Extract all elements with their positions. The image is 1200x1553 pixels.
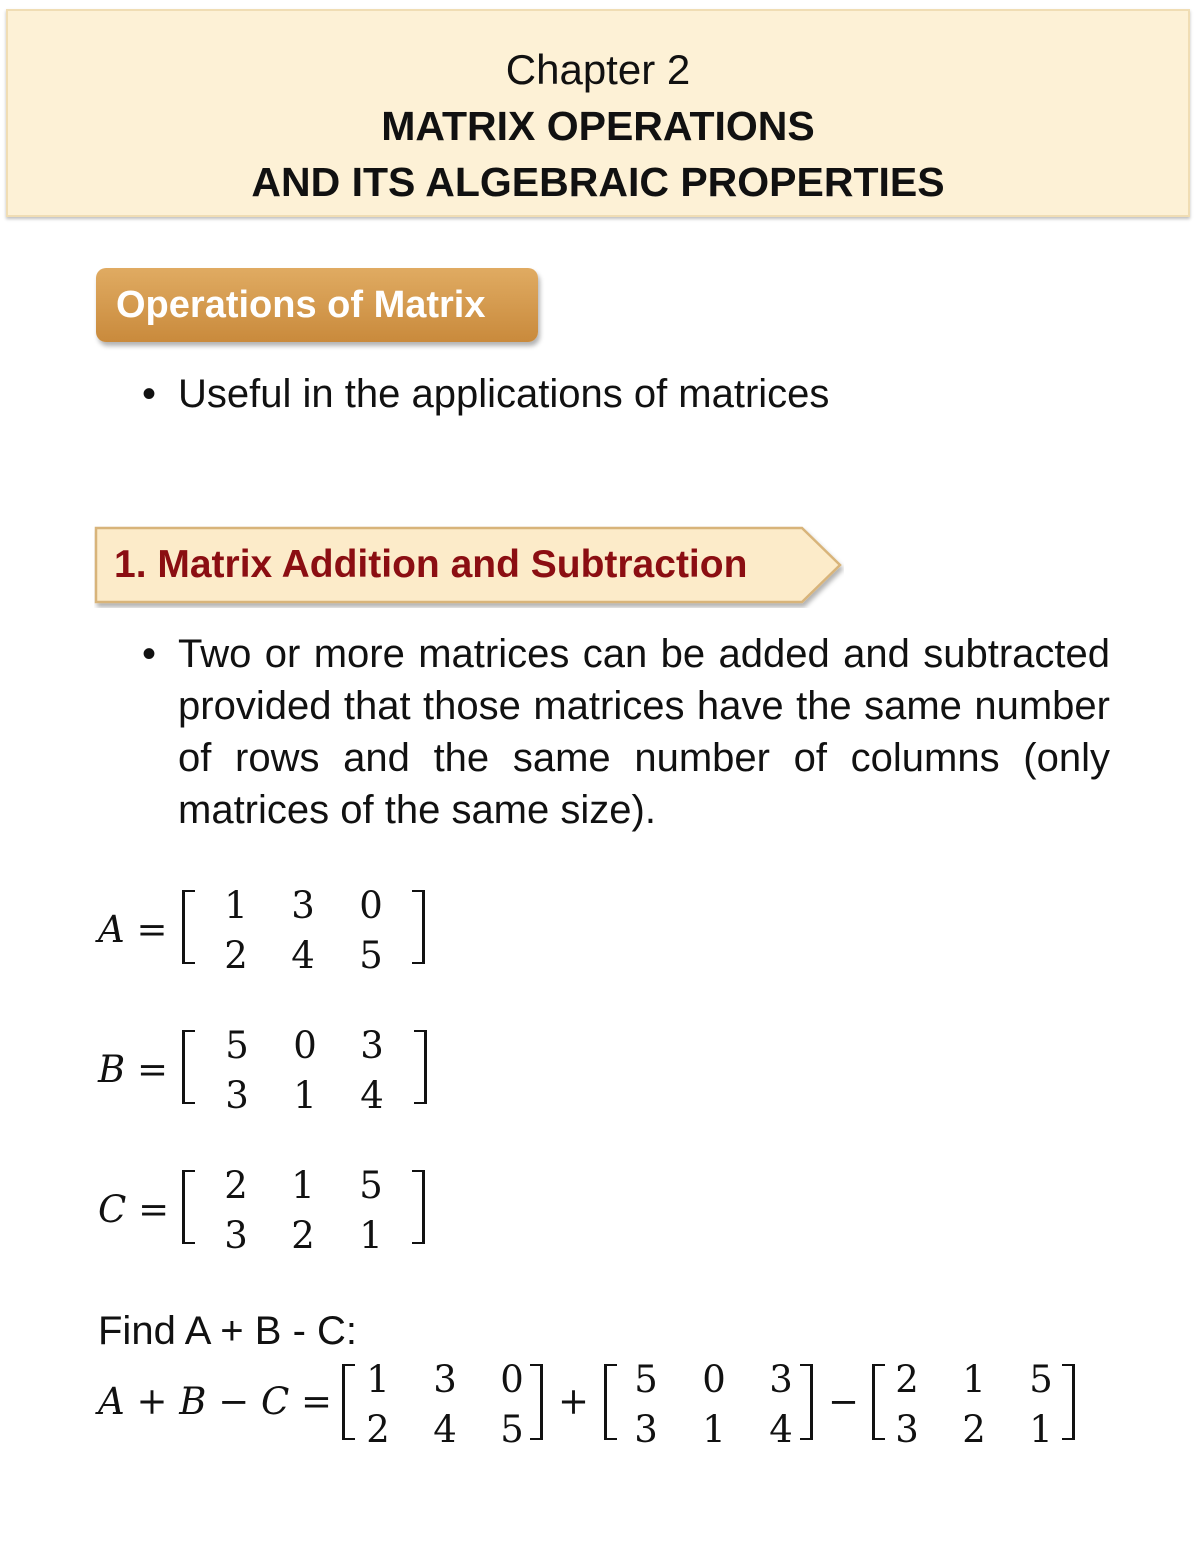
matrix-cell: 5 [359, 1164, 383, 1207]
right-bracket [412, 890, 425, 964]
matrix-cell: 5 [1029, 1358, 1053, 1401]
matrix-cell: 1 [224, 884, 248, 927]
matrix-cell: 5 [500, 1408, 524, 1451]
left-bracket [182, 890, 195, 964]
matrix-c-name: C [98, 1188, 127, 1231]
matrix-cell: 1 [702, 1408, 726, 1451]
equals-sign: = [125, 1048, 168, 1091]
right-bracket [414, 1030, 427, 1104]
matrix-cell: 5 [225, 1024, 249, 1067]
matrix-cell: 1 [293, 1074, 317, 1117]
matrix-cell: 3 [224, 1214, 248, 1257]
matrix-cell: 2 [224, 934, 248, 977]
left-bracket [604, 1364, 617, 1440]
matrix-b-lhs [98, 1048, 168, 1091]
chapter-header [6, 9, 1190, 217]
plus-operator: + [558, 1380, 590, 1423]
matrix-cell: 4 [433, 1408, 457, 1451]
section-1-bullet-text: Two or more matrices can be added and subtracted provided that those matrices have the same number of rows and the same number of columns (only matrices of the same size). [178, 632, 1110, 832]
left-bracket [182, 1030, 195, 1104]
section-1-bullet [142, 628, 1110, 836]
matrix-cell: 1 [291, 1164, 315, 1207]
operations-bullet [142, 368, 830, 420]
matrix-cell: 1 [359, 1214, 383, 1257]
matrix-cell: 2 [224, 1164, 248, 1207]
equals-sign: = [124, 908, 168, 951]
matrix-c-lhs [98, 1188, 169, 1231]
matrix-cell: 4 [291, 934, 315, 977]
matrix-cell: 5 [359, 934, 383, 977]
find-instruction: Find A + B - C: [98, 1309, 358, 1353]
matrix-cell: 3 [291, 884, 315, 927]
expression-lhs: A + B − C = [98, 1380, 333, 1423]
chapter-title-line-2: AND ITS ALGEBRAIC PROPERTIES [251, 159, 945, 205]
right-bracket [412, 1170, 425, 1244]
matrix-cell: 3 [895, 1408, 919, 1451]
matrix-cell: 2 [291, 1214, 315, 1257]
left-bracket [872, 1364, 885, 1440]
matrix-cell: 1 [962, 1358, 986, 1401]
matrix-cell: 3 [360, 1024, 384, 1067]
matrix-cell: 2 [366, 1408, 390, 1451]
matrix-cell: 0 [359, 884, 383, 927]
matrix-cell: 5 [634, 1358, 658, 1401]
matrix-cell: 2 [895, 1358, 919, 1401]
sum-expression [98, 1360, 1098, 1450]
left-bracket [182, 1170, 195, 1244]
matrix-cell: 3 [433, 1358, 457, 1401]
matrix-cell: 1 [1029, 1408, 1053, 1451]
minus-operator: − [828, 1380, 860, 1423]
matrix-cell: 0 [702, 1358, 726, 1401]
matrix-cell: 3 [769, 1358, 793, 1401]
right-bracket [800, 1364, 813, 1440]
matrix-cell: 0 [293, 1024, 317, 1067]
matrix-cell: 4 [360, 1074, 384, 1117]
bullet-dot: • [142, 632, 157, 676]
matrix-cell: 2 [962, 1408, 986, 1451]
matrix-b-name: B [98, 1048, 126, 1091]
left-bracket [342, 1364, 355, 1440]
operations-section-label: Operations of Matrix [96, 268, 538, 342]
matrix-a-name: A [98, 908, 125, 951]
matrix-cell: 1 [366, 1358, 390, 1401]
equals-sign: = [126, 1188, 170, 1231]
right-bracket [1062, 1364, 1075, 1440]
matrix-cell: 4 [769, 1408, 793, 1451]
bullet-dot: • [142, 372, 157, 416]
chapter-title-line-1: MATRIX OPERATIONS [381, 103, 815, 149]
matrix-a-lhs [98, 908, 168, 951]
operations-bullet-text: Useful in the applications of matrices [178, 372, 830, 416]
matrix-cell: 0 [500, 1358, 524, 1401]
matrix-cell: 3 [634, 1408, 658, 1451]
section-1-title: 1. Matrix Addition and Subtraction [114, 543, 748, 586]
section-1-label [94, 526, 844, 608]
chapter-number: Chapter 2 [505, 46, 691, 93]
matrix-cell: 3 [225, 1074, 249, 1117]
right-bracket [530, 1364, 543, 1440]
